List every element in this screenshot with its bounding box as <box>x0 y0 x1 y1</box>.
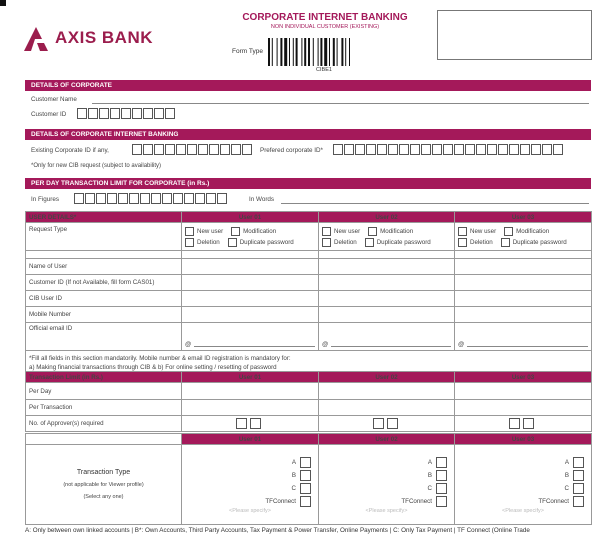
transaction-type-title: Transaction Type <box>76 469 131 476</box>
official-email-label: Official email ID <box>26 323 182 351</box>
request-type-label: Request Type <box>26 223 182 251</box>
option-a-label: A <box>291 458 296 466</box>
duplicate-password-label: Duplicate password <box>512 238 567 246</box>
duplicate-password-checkbox[interactable] <box>365 238 374 247</box>
approver-digit-box[interactable] <box>523 418 534 429</box>
at-symbol: @ <box>458 341 465 348</box>
customer-id-field[interactable] <box>77 108 176 119</box>
specify-field[interactable]: <Please specify> <box>502 507 544 514</box>
user-customer-id-field[interactable] <box>182 275 319 291</box>
transaction-type-table <box>25 433 592 525</box>
user-02-heading: User 02 <box>319 434 455 445</box>
mobile-number-field[interactable] <box>455 307 592 323</box>
option-a-checkbox[interactable] <box>573 457 584 468</box>
transaction-type-label-cell <box>26 445 182 525</box>
in-words-label: In Words <box>249 196 275 203</box>
request-type-user-01 <box>182 223 319 251</box>
bank-logo <box>20 24 153 52</box>
existing-corporate-id-label: Existing Corporate ID if any, <box>31 147 109 154</box>
per-transaction-field[interactable] <box>455 400 592 416</box>
transaction-type-blank-header <box>26 434 182 445</box>
per-day-label: Per Day <box>26 383 182 400</box>
mobile-number-field[interactable] <box>319 307 455 323</box>
new-user-checkbox[interactable] <box>185 227 194 236</box>
at-symbol: @ <box>322 341 329 348</box>
limit-figures-field[interactable] <box>74 193 228 204</box>
existing-corporate-id-field[interactable] <box>132 144 253 155</box>
at-symbol: @ <box>185 341 192 348</box>
option-c-label: C <box>564 484 569 492</box>
section-header-limit: PER DAY TRANSACTION LIMIT FOR CORPORATE (in Rs.) <box>25 178 591 189</box>
modification-label: Modification <box>516 227 550 235</box>
approvers-user-03 <box>455 416 592 432</box>
user-01-heading: User 01 <box>182 212 319 223</box>
section-header-cib: DETAILS OF CORPORATE INTERNET BANKING <box>25 129 591 140</box>
section-header-corporate: DETAILS OF CORPORATE <box>25 80 591 91</box>
user-note-line-2: a) Making financial transactions through CIB & b) For online setting / resetting of password <box>29 363 277 371</box>
user-01-heading: User 01 <box>182 434 319 445</box>
approvers-user-02 <box>319 416 455 432</box>
request-type-user-03 <box>455 223 592 251</box>
approver-digit-box[interactable] <box>236 418 247 429</box>
option-tfconnect-label: TFConnect <box>401 497 432 505</box>
form-title-block <box>200 12 450 30</box>
office-use-box <box>437 10 592 60</box>
option-a-label: A <box>427 458 432 466</box>
mobile-number-label: Mobile Number <box>26 307 182 323</box>
deletion-label: Deletion <box>470 238 493 246</box>
transaction-limit-heading: Transaction Limit (in Rs.) <box>26 372 182 383</box>
axis-logo-icon <box>20 24 52 52</box>
option-c-label: C <box>427 484 432 492</box>
customer-name-label: Customer Name <box>31 96 77 103</box>
form-subtitle: NON INDIVIDUAL CUSTOMER (EXISTING) <box>270 24 380 30</box>
modification-label: Modification <box>243 227 277 235</box>
option-tfconnect-label: TFConnect <box>538 497 569 505</box>
barcode-icon <box>268 38 380 68</box>
duplicate-password-checkbox[interactable] <box>501 238 510 247</box>
user-01-heading: User 01 <box>182 372 319 383</box>
option-a-checkbox[interactable] <box>436 457 447 468</box>
cib-user-id-field[interactable] <box>455 291 592 307</box>
transaction-limit-table <box>25 371 592 432</box>
email-field-user-02[interactable] <box>319 323 455 351</box>
modification-checkbox[interactable] <box>368 227 377 236</box>
name-of-user-field[interactable] <box>319 259 455 275</box>
deletion-checkbox[interactable] <box>322 238 331 247</box>
approver-digit-box[interactable] <box>373 418 384 429</box>
option-b-label: B <box>427 471 432 479</box>
option-c-checkbox[interactable] <box>573 483 584 494</box>
mobile-number-field[interactable] <box>182 307 319 323</box>
new-user-checkbox[interactable] <box>322 227 331 236</box>
transaction-type-select-note: (Select any one) <box>83 494 124 500</box>
user-details-heading: USER DETAILS* <box>26 212 182 223</box>
customer-id-label: Customer ID <box>31 111 67 118</box>
modification-checkbox[interactable] <box>231 227 240 236</box>
user-customer-id-label: Customer ID (If not Available, fill form CAS01) <box>26 275 182 291</box>
new-user-label: New user <box>197 227 224 235</box>
name-of-user-field[interactable] <box>182 259 319 275</box>
transaction-type-subtitle: (not applicable for Viewer profile) <box>63 482 144 488</box>
option-tfconnect-checkbox[interactable] <box>300 496 311 507</box>
option-tfconnect-label: TFConnect <box>265 497 296 505</box>
customer-name-field[interactable] <box>92 103 589 104</box>
option-a-checkbox[interactable] <box>300 457 311 468</box>
transaction-type-user-01 <box>182 445 319 525</box>
user-customer-id-field[interactable] <box>455 275 592 291</box>
option-tfconnect-checkbox[interactable] <box>436 496 447 507</box>
request-type-user-02 <box>319 223 455 251</box>
new-user-label: New user <box>470 227 497 235</box>
email-field-user-01[interactable] <box>182 323 319 351</box>
deletion-label: Deletion <box>197 238 220 246</box>
option-c-label: C <box>291 484 296 492</box>
cib-note: *Only for new CIB request (subject to availability) <box>31 163 162 169</box>
specify-field[interactable]: <Please specify> <box>229 507 271 514</box>
approvers-user-01 <box>182 416 319 432</box>
transaction-type-user-02 <box>319 445 455 525</box>
bank-name: AXIS BANK <box>55 28 154 47</box>
preferred-corporate-id-label: Prefered corporate ID* <box>260 147 323 154</box>
user-02-heading: User 02 <box>319 372 455 383</box>
deletion-checkbox[interactable] <box>458 238 467 247</box>
user-03-heading: User 03 <box>455 212 592 223</box>
duplicate-password-label: Duplicate password <box>239 238 294 246</box>
option-b-checkbox[interactable] <box>573 470 584 481</box>
user-02-heading: User 02 <box>319 212 455 223</box>
limit-words-field[interactable] <box>281 203 589 204</box>
deletion-label: Deletion <box>334 238 357 246</box>
deletion-checkbox[interactable] <box>185 238 194 247</box>
modification-label: Modification <box>380 227 414 235</box>
cib-user-id-field[interactable] <box>182 291 319 307</box>
per-day-field[interactable] <box>455 383 592 400</box>
transaction-type-user-03 <box>455 445 592 525</box>
approvers-required-label: No. of Approver(s) required <box>26 416 182 432</box>
modification-checkbox[interactable] <box>504 227 513 236</box>
approver-digit-box[interactable] <box>250 418 261 429</box>
form-title: CORPORATE INTERNET BANKING <box>242 12 408 23</box>
specify-field[interactable]: <Please specify> <box>365 507 408 514</box>
option-b-label: B <box>564 471 569 479</box>
user-customer-id-field[interactable] <box>319 275 455 291</box>
email-field-user-03[interactable] <box>455 323 592 351</box>
new-user-label: New user <box>334 227 361 235</box>
option-a-label: A <box>564 458 569 466</box>
approver-digit-box[interactable] <box>387 418 398 429</box>
form-code: CIBE1 <box>316 67 332 73</box>
option-tfconnect-checkbox[interactable] <box>573 496 584 507</box>
per-transaction-field[interactable] <box>182 400 319 416</box>
duplicate-password-label: Duplicate password <box>376 238 431 246</box>
approver-digit-box[interactable] <box>509 418 520 429</box>
option-c-checkbox[interactable] <box>436 483 447 494</box>
option-b-label: B <box>291 471 296 479</box>
preferred-corporate-id-field[interactable] <box>333 144 564 155</box>
per-day-field[interactable] <box>319 383 455 400</box>
user-03-heading: User 03 <box>455 372 592 383</box>
cib-user-id-field[interactable] <box>319 291 455 307</box>
registration-mark <box>0 0 6 6</box>
name-of-user-label: Name of User <box>26 259 182 275</box>
option-c-checkbox[interactable] <box>300 483 311 494</box>
footer-legend: A: Only between own linked accounts | B*: Own Accounts, Third Party Accounts, Tax Payment & Power Transfer, Online Payments | C: Only Tax Payment | TF Connect (Online Trade <box>25 527 530 534</box>
in-figures-label: In Figures <box>31 196 59 203</box>
form-type-label: Form Type <box>232 48 263 55</box>
user-03-heading: User 03 <box>455 434 592 445</box>
cib-user-id-label: CIB User ID <box>26 291 182 307</box>
per-transaction-label: Per Transaction <box>26 400 182 416</box>
per-day-field[interactable] <box>182 383 319 400</box>
name-of-user-field[interactable] <box>455 259 592 275</box>
duplicate-password-checkbox[interactable] <box>228 238 237 247</box>
per-transaction-field[interactable] <box>319 400 455 416</box>
new-user-checkbox[interactable] <box>458 227 467 236</box>
user-details-table <box>25 211 592 375</box>
option-b-checkbox[interactable] <box>436 470 447 481</box>
option-b-checkbox[interactable] <box>300 470 311 481</box>
user-note-line-1: *Fill all fields in this section mandatorily. Mobile number & email ID registration is mandatory for: <box>29 354 291 362</box>
